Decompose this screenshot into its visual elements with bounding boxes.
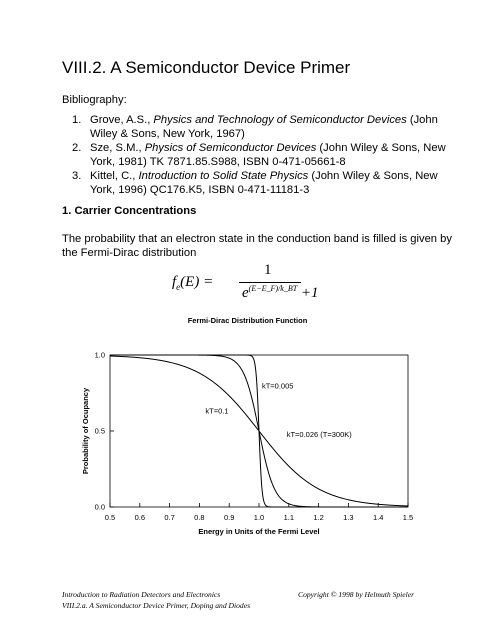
x-tick-label: 1.4 bbox=[372, 513, 384, 522]
y-tick-label: 1.0 bbox=[94, 350, 105, 360]
x-tick-label: 1.0 bbox=[253, 513, 265, 522]
series-annotation: kT=0.026 (T=300K) bbox=[286, 430, 352, 440]
reference-author: Grove, A.S., bbox=[90, 114, 154, 126]
x-tick-label: 0.8 bbox=[194, 513, 205, 522]
footer-course bbox=[62, 590, 250, 611]
bibliography-item bbox=[62, 141, 462, 169]
reference-author: Kittel, C., bbox=[90, 170, 139, 182]
series-line bbox=[110, 356, 408, 506]
y-axis-title: Probability of Ocupancy bbox=[81, 387, 90, 475]
fermi-dirac-chart bbox=[0, 340, 495, 550]
x-axis-title: Energy in Units of the Fermi Level bbox=[198, 527, 320, 536]
bibliography-item bbox=[62, 113, 462, 141]
x-tick-label: 0.9 bbox=[223, 513, 235, 522]
x-tick-label: 1.5 bbox=[402, 513, 414, 522]
page-title: VIII.2. A Semiconductor Device Primer bbox=[62, 58, 351, 77]
reference-title: Introduction to Solid State Physics bbox=[138, 170, 309, 182]
x-tick-label: 1.1 bbox=[283, 513, 295, 522]
formula-lhs: $f_e(E)$ = bbox=[172, 274, 214, 292]
reference-title: Physics of Semiconductor Devices bbox=[144, 142, 317, 154]
series-annotation: kT=0.1 bbox=[205, 406, 229, 416]
reference-details: (John Wiley & Sons, New York, 1967) bbox=[90, 114, 438, 140]
fraction-bar bbox=[239, 282, 301, 283]
bibliography-heading: Bibliography: bbox=[62, 94, 127, 106]
series-annotation: kT=0.005 bbox=[261, 381, 294, 391]
reference-details: (John Wiley & Sons, New York, 1996) QC176.K5, ISBN 0-471-11181-3 bbox=[90, 170, 438, 196]
bibliography-list bbox=[62, 113, 462, 197]
section-heading: 1. Carrier Concentrations bbox=[62, 205, 197, 217]
reference-title: Physics and Technology of Semiconductor Devices bbox=[153, 114, 407, 126]
x-tick-label: 1.3 bbox=[343, 513, 354, 522]
footer-course-line2: VIII.2.a. A Semiconductor Device Primer, Doping and Diodes bbox=[62, 600, 251, 610]
bibliography-item bbox=[62, 169, 462, 197]
formula-denominator: $e^{(E-E\_F)/k\_BT} +1$ bbox=[242, 284, 319, 301]
x-tick-label: 0.5 bbox=[104, 513, 116, 522]
reference-number: 2. bbox=[72, 142, 82, 154]
x-tick-label: 1.2 bbox=[313, 513, 324, 522]
reference-author: Sze, S.M., bbox=[90, 142, 145, 154]
footer-copyright: Copyright © 1998 by Helmuth Spieler bbox=[298, 590, 415, 599]
fermi-dirac-formula bbox=[172, 262, 332, 306]
chart-title: Fermi-Dirac Distribution Function bbox=[187, 316, 308, 325]
reference-number: 1. bbox=[72, 114, 82, 126]
y-tick-label: 0.0 bbox=[94, 502, 105, 512]
formula-numerator: 1 bbox=[264, 262, 272, 278]
x-tick-label: 0.6 bbox=[134, 513, 146, 522]
y-tick-label: 0.5 bbox=[94, 426, 105, 436]
reference-details: (John Wiley & Sons, New York, 1981) TK 7871.85.S988, ISBN 0-471-05661-8 bbox=[90, 142, 446, 168]
x-tick-label: 0.7 bbox=[164, 513, 175, 522]
intro-paragraph: The probability that an electron state in the conduction band is filled is given by the Fermi-Dirac distribution bbox=[62, 233, 452, 259]
footer-course-line1: Introduction to Radiation Detectors and Electronics bbox=[62, 590, 221, 599]
reference-number: 3. bbox=[72, 170, 82, 182]
